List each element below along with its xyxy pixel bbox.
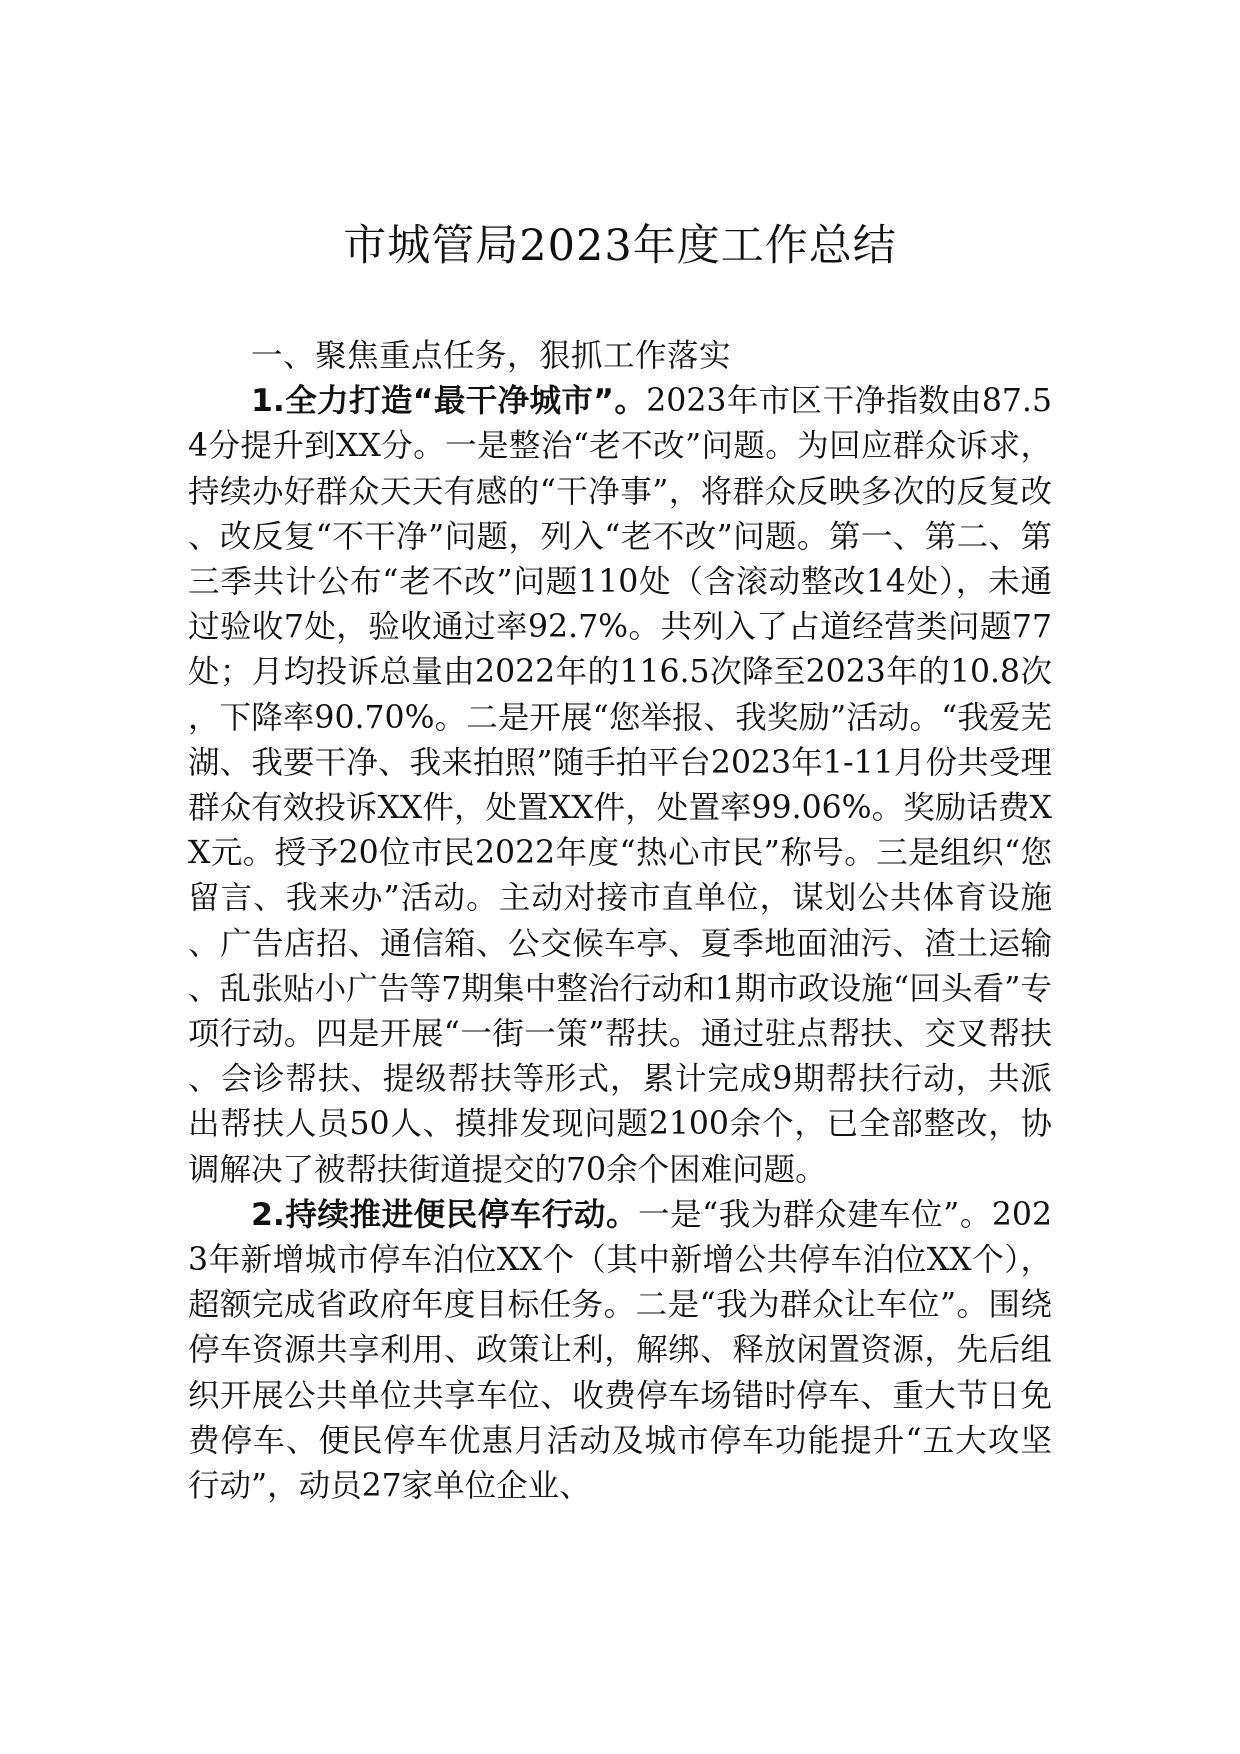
document-title: 市城管局2023年度工作总结 xyxy=(343,221,897,271)
section-heading: 一、聚焦重点任务，狠抓工作落实 xyxy=(251,338,732,374)
paragraph-1 xyxy=(188,379,1052,1193)
paragraph-1-body: 2023年市区干净指数由87.54分提升到XX分。一是整治“老不改”问题。为回应群众诉求，持续办好群众天天有感的“干净事”，将群众反映多次的反复改、改反复“不干净”问题，列入“老不改”问题。第一、第二、第三季共计公布“老不改”问题110处（含滚动整改14处），未通过验收7处，验收通过率92.7%。共列入了占道经营类问题77处；月均投诉总量由2022年的116.5次降至2023年的10.8次，下降率90.70%。二是开展“您举报、我奖励”活动。“我爱芜湖、我要干净、我来拍照”随手拍平台2023年1-11月份共受理群众有效投诉XX件，处置XX件，处置率99.06%。奖励话费XX元。授予20位市民2022年度“热心市民”称号。三是组织“您留言、我来办”活动。主动对接市直单位，谋划公共体育设施、广告店招、通信箱、公交候车亭、夏季地面油污、渣土运输、乱张贴小广告等7期集中整治行动和1期市政设施“回头看”专项行动。四是开展“一街一策”帮扶。通过驻点帮扶、交叉帮扶、会诊帮扶、提级帮扶等形式，累计完成9期帮扶行动，共派出帮扶人员50人、摸排发现问题2100余个，已全部整改，协调解决了被帮扶街道提交的70余个困难问题。 xyxy=(188,383,1052,1188)
paragraph-2 xyxy=(188,1193,1052,1509)
paragraph-2-body: 一是“我为群众建车位”。2023年新增城市停车泊位XX个（其中新增公共停车泊位XX个），超额完成省政府年度目标任务。二是“我为群众让车位”。围绕停车资源共享利用、政策让利，解绑、释放闲置资源，先后组织开展公共单位共享车位、收费停车场错时停车、重大节日免费停车、便民停车优惠月活动及城市停车功能提升“五大攻坚行动”，动员27家单位企业、 xyxy=(188,1196,1052,1505)
document-body xyxy=(188,334,1052,1509)
paragraph-2-lead: 2.持续推进便民停车行动。 xyxy=(251,1196,639,1233)
paragraph-1-lead: 1.全力打造“最干净城市”。 xyxy=(251,383,647,420)
